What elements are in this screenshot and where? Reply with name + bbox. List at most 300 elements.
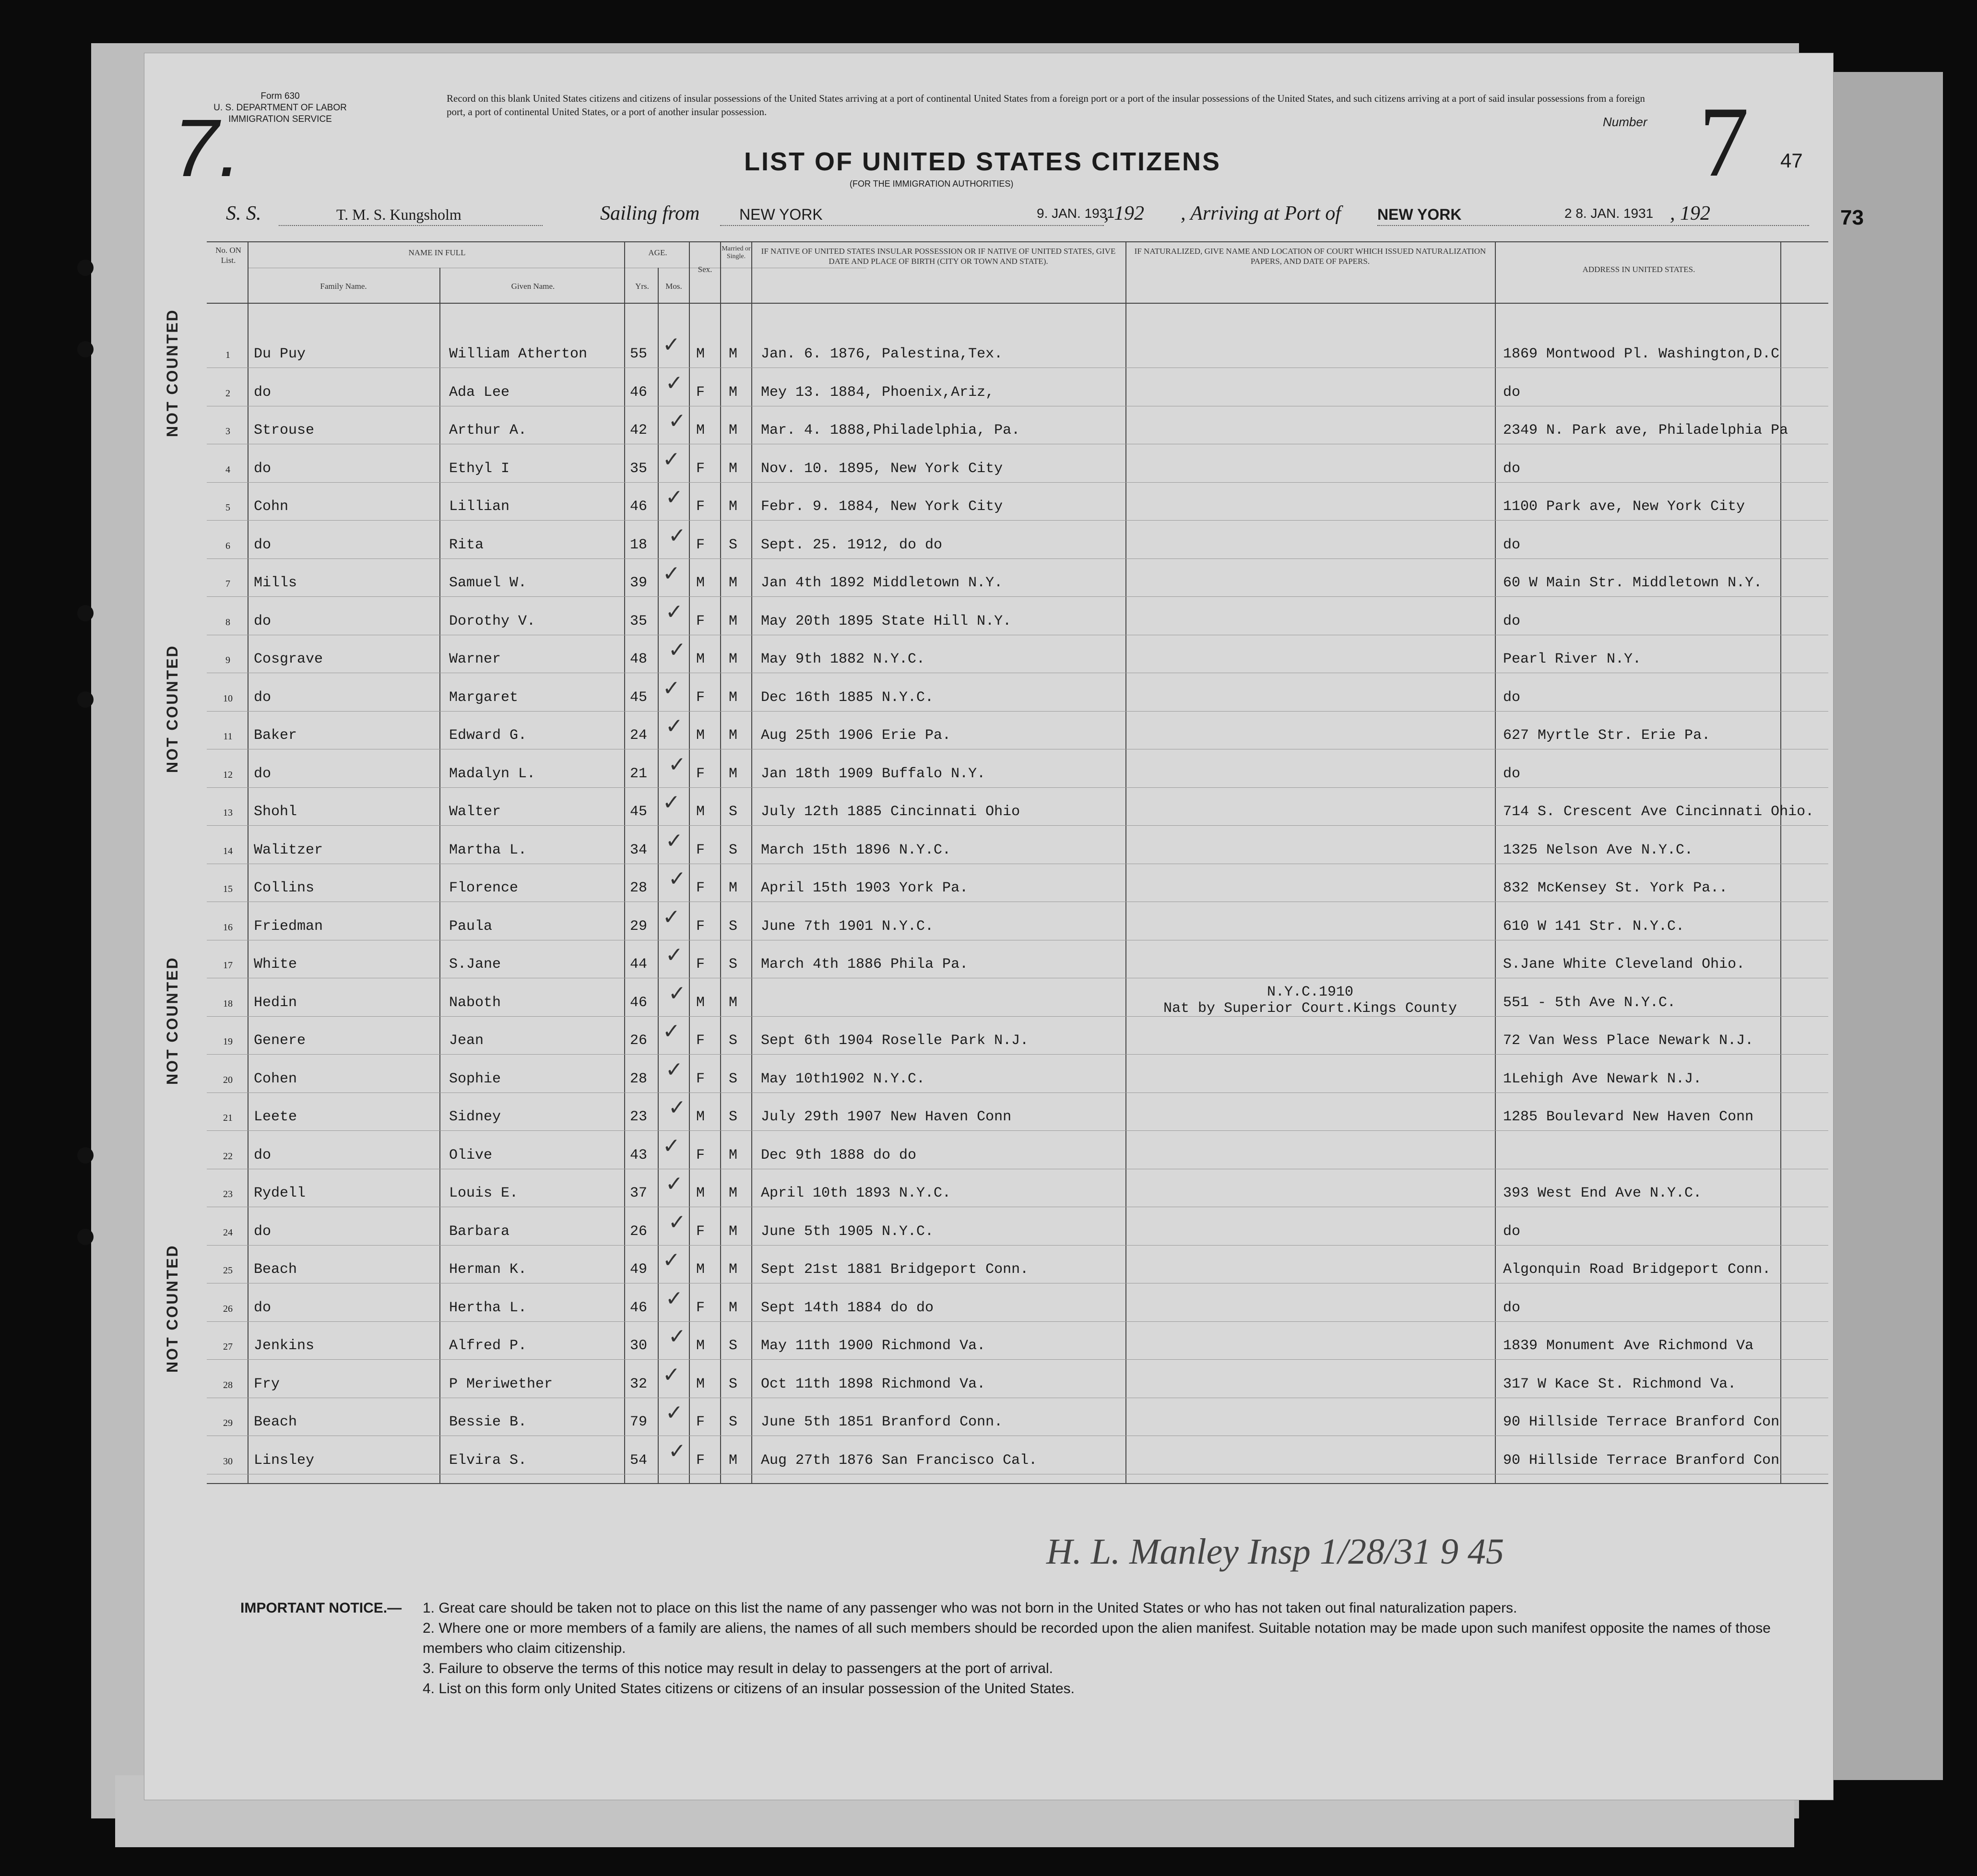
row-sex: M xyxy=(696,1338,705,1354)
page-number: 47 xyxy=(1780,149,1803,172)
punch-hole xyxy=(77,341,94,357)
row-age: 79 xyxy=(630,1414,648,1430)
row-ms: M xyxy=(729,613,738,629)
form-number: Form 630 xyxy=(260,91,300,101)
column-divider xyxy=(689,241,690,1483)
row-ms: M xyxy=(729,499,738,515)
row-sex: F xyxy=(696,384,705,401)
row-given: Warner xyxy=(449,651,501,667)
naturalization-note-year: N.Y.C.1910 xyxy=(1267,984,1354,1000)
row-age: 35 xyxy=(630,460,648,477)
row-ms: M xyxy=(729,1185,738,1201)
row-sex: M xyxy=(696,346,705,362)
row-address: Algonquin Road Bridgeport Conn. xyxy=(1503,1261,1771,1278)
not-counted-stamp: NOT COUNTED xyxy=(164,644,181,773)
row-birth: June 5th 1905 N.Y.C. xyxy=(761,1223,934,1240)
check-mark-icon: ✓ xyxy=(668,1210,686,1235)
column-header-family: Family Name. xyxy=(320,282,367,291)
column-divider xyxy=(751,241,752,1483)
column-header-given: Given Name. xyxy=(511,282,555,291)
row-family: White xyxy=(254,956,297,973)
row-sex: M xyxy=(696,1185,705,1201)
row-given: P Meriwether xyxy=(449,1376,553,1392)
row-given: Edward G. xyxy=(449,727,527,744)
row-given: Naboth xyxy=(449,994,501,1011)
check-mark-icon: ✓ xyxy=(668,1438,686,1463)
row-no: 30 xyxy=(223,1456,233,1467)
column-header-married: Married or Single. xyxy=(722,245,751,260)
not-counted-stamp: NOT COUNTED xyxy=(164,309,181,437)
row-family: do xyxy=(254,689,272,706)
row-rule xyxy=(207,520,1828,521)
punch-hole xyxy=(77,260,94,276)
row-ms: S xyxy=(729,804,738,820)
check-mark-icon: ✓ xyxy=(663,1133,680,1158)
column-divider xyxy=(1125,241,1126,1483)
row-sex: F xyxy=(696,880,705,896)
row-no: 22 xyxy=(223,1151,233,1162)
form-identifier xyxy=(201,91,359,125)
row-given: Ethyl I xyxy=(449,460,510,477)
row-given: Bessie B. xyxy=(449,1414,527,1430)
department-name: U. S. DEPARTMENT OF LABOR xyxy=(213,103,347,113)
row-no: 16 xyxy=(223,922,233,933)
row-no: 4 xyxy=(225,464,230,475)
row-family: Genere xyxy=(254,1033,306,1049)
column-header-no: No. ON List. xyxy=(215,246,241,265)
row-address: do xyxy=(1503,613,1521,629)
row-family: Hedin xyxy=(254,994,297,1011)
row-no: 14 xyxy=(223,845,233,856)
row-family: Strouse xyxy=(254,422,315,439)
row-no: 1 xyxy=(225,350,230,360)
row-sex: F xyxy=(696,1223,705,1240)
check-mark-icon: ✓ xyxy=(665,1057,683,1082)
check-mark-icon: ✓ xyxy=(663,1019,680,1044)
row-address: Pearl River N.Y. xyxy=(1503,651,1642,667)
row-rule xyxy=(207,787,1828,788)
column-divider xyxy=(248,241,249,1483)
row-no: 17 xyxy=(223,960,233,971)
page-number: 73 xyxy=(1840,206,1864,229)
row-no: 8 xyxy=(225,617,230,628)
row-sex: F xyxy=(696,1033,705,1049)
row-age: 48 xyxy=(630,651,648,667)
row-birth: Jan 4th 1892 Middletown N.Y. xyxy=(761,575,1003,591)
row-sex: M xyxy=(696,727,705,744)
row-address: 832 McKensey St. York Pa.. xyxy=(1503,880,1728,896)
row-ms: M xyxy=(729,727,738,744)
row-ms: M xyxy=(729,689,738,706)
header-bottom-rule xyxy=(207,303,1828,304)
row-no: 5 xyxy=(225,502,230,513)
row-ms: M xyxy=(729,1147,738,1164)
row-given: Elvira S. xyxy=(449,1452,527,1469)
row-address: 393 West End Ave N.Y.C. xyxy=(1503,1185,1702,1201)
punch-hole xyxy=(77,1147,94,1164)
row-age: 34 xyxy=(630,842,648,858)
check-mark-icon: ✓ xyxy=(668,752,686,777)
row-sex: M xyxy=(696,1376,705,1392)
row-ms: M xyxy=(729,422,738,439)
row-ms: S xyxy=(729,918,738,935)
row-address: 1Lehigh Ave Newark N.J. xyxy=(1503,1070,1702,1087)
row-birth: April 15th 1903 York Pa. xyxy=(761,880,969,896)
row-birth: June 5th 1851 Branford Conn. xyxy=(761,1414,1003,1430)
row-age: 29 xyxy=(630,918,648,935)
row-address: 60 W Main Str. Middletown N.Y. xyxy=(1503,575,1763,591)
row-no: 28 xyxy=(223,1379,233,1390)
row-family: Linsley xyxy=(254,1452,315,1469)
row-address: 1100 Park ave, New York City xyxy=(1503,499,1745,515)
row-address: 714 S. Crescent Ave Cincinnati Ohio. xyxy=(1503,804,1814,820)
row-no: 27 xyxy=(223,1342,233,1352)
punch-hole xyxy=(77,1229,94,1245)
table-bottom-rule xyxy=(207,1483,1828,1484)
row-birth: Dec 16th 1885 N.Y.C. xyxy=(761,689,934,706)
row-age: 46 xyxy=(630,1299,648,1316)
check-mark-icon: ✓ xyxy=(665,943,683,967)
row-no: 9 xyxy=(225,655,230,665)
year-label: , 192 xyxy=(1104,202,1144,225)
column-divider xyxy=(1495,241,1496,1483)
row-ms: M xyxy=(729,1223,738,1240)
row-rule xyxy=(207,596,1828,597)
row-birth: May 11th 1900 Richmond Va. xyxy=(761,1338,986,1354)
number-label: Number xyxy=(1603,115,1647,129)
important-notice xyxy=(240,1598,1776,1699)
check-mark-icon: ✓ xyxy=(665,1401,683,1425)
service-name: IMMIGRATION SERVICE xyxy=(228,114,332,124)
not-counted-stamp: NOT COUNTED xyxy=(164,956,181,1085)
check-mark-icon: ✓ xyxy=(665,1286,683,1311)
row-given: Olive xyxy=(449,1147,493,1164)
row-no: 15 xyxy=(223,884,233,894)
row-sex: M xyxy=(696,575,705,591)
check-mark-icon: ✓ xyxy=(668,638,686,662)
check-mark-icon: ✓ xyxy=(665,828,683,853)
row-birth: Aug 25th 1906 Erie Pa. xyxy=(761,727,951,744)
row-address: do xyxy=(1503,460,1521,477)
row-ms: M xyxy=(729,994,738,1011)
row-family: Cohn xyxy=(254,499,289,515)
row-age: 24 xyxy=(630,727,648,744)
row-sex: M xyxy=(696,804,705,820)
row-no: 12 xyxy=(223,769,233,780)
row-family: Leete xyxy=(254,1109,297,1125)
sailing-label: Sailing from xyxy=(600,202,700,225)
row-ms: S xyxy=(729,1109,738,1125)
row-no: 25 xyxy=(223,1265,233,1276)
row-age: 37 xyxy=(630,1185,648,1201)
row-sex: F xyxy=(696,499,705,515)
ship-name: T. M. S. Kungsholm xyxy=(336,206,462,223)
ss-label: S. S. xyxy=(226,202,261,225)
row-rule xyxy=(207,1321,1828,1322)
row-given: William Atherton xyxy=(449,346,588,362)
check-mark-icon: ✓ xyxy=(663,332,680,357)
row-no: 26 xyxy=(223,1303,233,1314)
row-family: Beach xyxy=(254,1261,297,1278)
row-age: 44 xyxy=(630,956,648,973)
row-birth: Mar. 4. 1888,Philadelphia, Pa. xyxy=(761,422,1020,439)
row-family: Beach xyxy=(254,1414,297,1430)
row-sex: F xyxy=(696,1070,705,1087)
row-age: 28 xyxy=(630,1070,648,1087)
row-given: Alfred P. xyxy=(449,1338,527,1354)
row-sex: M xyxy=(696,651,705,667)
column-header-address: ADDRESS IN UNITED STATES. xyxy=(1582,265,1695,274)
row-address: do xyxy=(1503,1223,1521,1240)
row-ms: M xyxy=(729,1452,738,1469)
row-ms: M xyxy=(729,1261,738,1278)
row-family: do xyxy=(254,1223,272,1240)
row-ms: M xyxy=(729,346,738,362)
row-family: do xyxy=(254,1147,272,1164)
row-birth: Sept 6th 1904 Roselle Park N.J. xyxy=(761,1033,1029,1049)
row-sex: F xyxy=(696,956,705,973)
row-family: Mills xyxy=(254,575,297,591)
row-birth: April 10th 1893 N.Y.C. xyxy=(761,1185,951,1201)
row-age: 55 xyxy=(630,346,648,362)
form-instructions: Record on this blank United States citizens and citizens of insular possessions of the United States arriving at a port of continental United States from a foreign port or a port of the insular possessions of the United States, and such citizens arriving at a port of said insular possessions from a foreign port, a port of continental United States, or a port of another insular possession. xyxy=(447,93,1645,118)
row-given: Louis E. xyxy=(449,1185,519,1201)
naturalization-note-court: Nat by Superior Court.Kings County xyxy=(1163,1000,1457,1017)
row-rule xyxy=(207,1016,1828,1017)
row-address: do xyxy=(1503,384,1521,401)
row-family: do xyxy=(254,460,272,477)
row-ms: M xyxy=(729,575,738,591)
year-label: , 192 xyxy=(1670,202,1710,225)
row-rule xyxy=(207,482,1828,483)
row-age: 39 xyxy=(630,575,648,591)
row-ms: S xyxy=(729,1338,738,1354)
row-birth: Jan 18th 1909 Buffalo N.Y. xyxy=(761,765,986,782)
row-age: 43 xyxy=(630,1147,648,1164)
row-family: Baker xyxy=(254,727,297,744)
departure-underline xyxy=(720,225,1104,226)
row-ms: M xyxy=(729,765,738,782)
row-no: 23 xyxy=(223,1189,233,1199)
row-given: Jean xyxy=(449,1033,484,1049)
row-ms: M xyxy=(729,651,738,667)
check-mark-icon: ✓ xyxy=(668,867,686,891)
arrival-date: 2 8. JAN. 1931 xyxy=(1564,206,1654,221)
row-sex: F xyxy=(696,842,705,858)
check-mark-icon: ✓ xyxy=(665,599,683,624)
check-mark-icon: ✓ xyxy=(665,370,683,395)
row-given: Rita xyxy=(449,536,484,553)
row-age: 45 xyxy=(630,689,648,706)
row-given: Ada Lee xyxy=(449,384,510,401)
row-address: 627 Myrtle Str. Erie Pa. xyxy=(1503,727,1711,744)
check-mark-icon: ✓ xyxy=(663,1362,680,1387)
row-rule xyxy=(207,1359,1828,1360)
row-age: 26 xyxy=(630,1223,648,1240)
arrival-port: NEW YORK xyxy=(1377,206,1462,223)
table-top-rule xyxy=(207,241,1828,242)
row-family: Cohen xyxy=(254,1070,297,1087)
column-divider xyxy=(720,241,721,1483)
row-no: 29 xyxy=(223,1418,233,1428)
row-ms: S xyxy=(729,1033,738,1049)
row-birth: May 10th1902 N.Y.C. xyxy=(761,1070,925,1087)
row-rule xyxy=(207,825,1828,826)
row-family: Friedman xyxy=(254,918,323,935)
row-address: do xyxy=(1503,1299,1521,1316)
row-rule xyxy=(207,1054,1828,1055)
row-ms: S xyxy=(729,536,738,553)
row-no: 10 xyxy=(223,693,233,704)
row-ms: M xyxy=(729,384,738,401)
row-family: Fry xyxy=(254,1376,280,1392)
row-address: 1869 Montwood Pl. Washington,D.C xyxy=(1503,346,1780,362)
row-birth: Febr. 9. 1884, New York City xyxy=(761,499,1003,515)
row-no: 21 xyxy=(223,1113,233,1123)
row-address: 90 Hillside Terrace Branford Con xyxy=(1503,1452,1780,1469)
row-sex: F xyxy=(696,918,705,935)
row-birth: Mey 13. 1884, Phoenix,Ariz, xyxy=(761,384,994,401)
naturalization-note xyxy=(1161,984,1459,1017)
row-given: Paula xyxy=(449,918,493,935)
row-ms: S xyxy=(729,1070,738,1087)
row-no: 7 xyxy=(225,579,230,589)
check-mark-icon: ✓ xyxy=(663,676,680,701)
row-age: 18 xyxy=(630,536,648,553)
column-divider xyxy=(658,268,659,1483)
row-family: Walitzer xyxy=(254,842,323,858)
row-family: Cosgrave xyxy=(254,651,323,667)
row-address: do xyxy=(1503,765,1521,782)
column-header-age: AGE. xyxy=(648,248,667,257)
row-family: Rydell xyxy=(254,1185,306,1201)
check-mark-icon: ✓ xyxy=(668,409,686,433)
row-age: 23 xyxy=(630,1109,648,1125)
row-family: do xyxy=(254,1299,272,1316)
row-birth: March 4th 1886 Phila Pa. xyxy=(761,956,969,973)
notice-item: 2. Where one or more members of a family are aliens, the names of all such members should be recorded upon the alien manifest. Suitable notation may be made upon such manifest opposite the names of those members who claim citizenship. xyxy=(423,1620,1771,1656)
column-header-name: NAME IN FULL xyxy=(408,248,466,257)
row-given: Hertha L. xyxy=(449,1299,527,1316)
check-mark-icon: ✓ xyxy=(668,1324,686,1349)
column-header-birth: IF NATIVE OF UNITED STATES INSULAR POSSESSION OR IF NATIVE OF UNITED STATES, GIVE DATE AND PLACE OF BIRTH (CITY OR TOWN AND STATE). xyxy=(761,247,1116,266)
inspector-signature: H. L. Manley Insp 1/28/31 9 45 xyxy=(1046,1532,1504,1572)
row-family: do xyxy=(254,613,272,629)
row-address: S.Jane White Cleveland Ohio. xyxy=(1503,956,1745,973)
row-no: 11 xyxy=(223,731,233,742)
row-age: 30 xyxy=(630,1338,648,1354)
row-given: Herman K. xyxy=(449,1261,527,1278)
row-family: Jenkins xyxy=(254,1338,315,1354)
row-address: 1285 Boulevard New Haven Conn xyxy=(1503,1109,1754,1125)
handwritten-number: 7. xyxy=(173,103,241,194)
row-age: 32 xyxy=(630,1376,648,1392)
row-address: 317 W Kace St. Richmond Va. xyxy=(1503,1376,1737,1392)
row-rule xyxy=(207,711,1828,712)
row-age: 28 xyxy=(630,880,648,896)
row-birth: June 7th 1901 N.Y.C. xyxy=(761,918,934,935)
manifest-page xyxy=(144,53,1864,1800)
row-birth: Sept 14th 1884 do do xyxy=(761,1299,934,1316)
row-age: 46 xyxy=(630,384,648,401)
column-header-mos: Mos. xyxy=(665,282,682,291)
punch-hole xyxy=(77,605,94,621)
row-rule xyxy=(207,1130,1828,1131)
row-no: 2 xyxy=(225,388,230,399)
row-birth: Oct 11th 1898 Richmond Va. xyxy=(761,1376,986,1392)
row-given: Walter xyxy=(449,804,501,820)
row-age: 21 xyxy=(630,765,648,782)
check-mark-icon: ✓ xyxy=(665,485,683,510)
ship-underline xyxy=(279,225,543,226)
check-mark-icon: ✓ xyxy=(663,1248,680,1272)
notice-item: 3. Failure to observe the terms of this notice may result in delay to passengers at the port of arrival. xyxy=(423,1661,1053,1676)
row-no: 13 xyxy=(223,807,233,818)
row-ms: M xyxy=(729,880,738,896)
row-no: 18 xyxy=(223,998,233,1009)
row-sex: F xyxy=(696,460,705,477)
row-no: 6 xyxy=(225,540,230,551)
row-address: 2349 N. Park ave, Philadelphia Pa xyxy=(1503,422,1788,439)
row-family: do xyxy=(254,765,272,782)
row-given: Sidney xyxy=(449,1109,501,1125)
row-rule xyxy=(207,1092,1828,1093)
row-given: Sophie xyxy=(449,1070,501,1087)
notice-item: 4. List on this form only United States citizens or citizens of an insular possession of the United States. xyxy=(423,1681,1075,1697)
row-family: do xyxy=(254,384,272,401)
row-sex: F xyxy=(696,613,705,629)
row-no: 19 xyxy=(223,1036,233,1047)
row-no: 3 xyxy=(225,426,230,437)
column-divider xyxy=(439,268,440,1483)
row-family: Shohl xyxy=(254,804,297,820)
row-given: Arthur A. xyxy=(449,422,527,439)
row-given: Lillian xyxy=(449,499,510,515)
row-birth: July 12th 1885 Cincinnati Ohio xyxy=(761,804,1020,820)
row-address: 610 W 141 Str. N.Y.C. xyxy=(1503,918,1685,935)
row-sex: F xyxy=(696,1452,705,1469)
row-address: 1839 Monument Ave Richmond Va xyxy=(1503,1338,1754,1354)
row-family: Collins xyxy=(254,880,315,896)
not-counted-stamp: NOT COUNTED xyxy=(164,1244,181,1373)
row-age: 54 xyxy=(630,1452,648,1469)
row-no: 24 xyxy=(223,1227,233,1238)
row-address: 90 Hillside Terrace Branford Con xyxy=(1503,1414,1780,1430)
punch-hole xyxy=(77,691,94,708)
row-age: 35 xyxy=(630,613,648,629)
row-sex: F xyxy=(696,536,705,553)
row-address: 551 - 5th Ave N.Y.C. xyxy=(1503,994,1676,1011)
row-birth: March 15th 1896 N.Y.C. xyxy=(761,842,951,858)
row-birth: Nov. 10. 1895, New York City xyxy=(761,460,1003,477)
row-ms: S xyxy=(729,1414,738,1430)
check-mark-icon: ✓ xyxy=(668,523,686,548)
row-birth: Aug 27th 1876 San Francisco Cal. xyxy=(761,1452,1038,1469)
column-header-yrs: Yrs. xyxy=(635,282,649,291)
check-mark-icon: ✓ xyxy=(665,1172,683,1196)
row-given: Madalyn L. xyxy=(449,765,536,782)
row-given: Samuel W. xyxy=(449,575,527,591)
row-given: Martha L. xyxy=(449,842,527,858)
row-age: 49 xyxy=(630,1261,648,1278)
check-mark-icon: ✓ xyxy=(663,904,680,929)
row-birth: Sept. 25. 1912, do do xyxy=(761,536,943,553)
check-mark-icon: ✓ xyxy=(663,561,680,586)
row-age: 26 xyxy=(630,1033,648,1049)
row-age: 46 xyxy=(630,994,648,1011)
arriving-label: , Arriving at Port of xyxy=(1181,202,1341,225)
sailing-date: 9. JAN. 1931 xyxy=(1037,206,1114,221)
